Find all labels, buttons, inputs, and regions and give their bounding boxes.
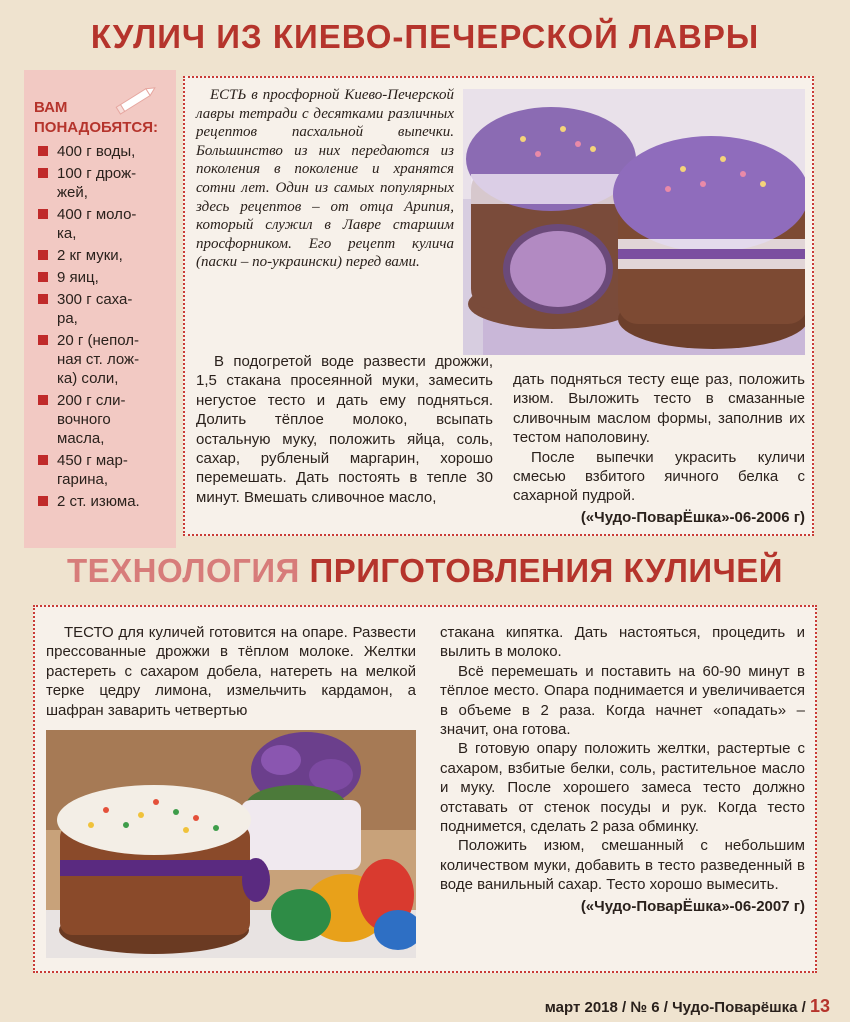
- ingredients-list: [24, 142, 176, 511]
- article1-column1: [196, 352, 493, 507]
- article2-paragraph: Положить изюм, смешанный с небольшим количеством муки, добавить в тесто разведенный в воде ванильный сахар. Тесто хорошо вымесить.: [440, 837, 805, 894]
- ingredient-item: 400 г воды,: [38, 142, 170, 161]
- article2-paragraph: В готовую опару положить желтки, растертые с сахаром, взбитые белки, соль, растительное масло и муку. После хорошего замеса тесто должно отставать от стенок посуды и рук. Когда тесто поднимется, сделать 2 раза обминку.: [440, 740, 805, 836]
- technology-title: [0, 552, 850, 590]
- article1-paragraph: В подогретой воде развести дрожжи, 1,5 стакана просеянной муки, замесить негустое тесто и дать ему подняться. Долить тёплое молоко, всыпать остальную муку, положить яйца, соль, сахар, рубленый маргарин, хорошо перемешать. Дать постоять в тепле 30 минут. Вмешать сливочное масло,: [196, 353, 493, 506]
- ingredient-item: 2 ст. изюма.: [38, 492, 170, 511]
- ingredient-item: 450 г мар- гарина,: [38, 451, 170, 489]
- ingredient-item: 100 г дрож- жей,: [38, 164, 170, 202]
- intro-paragraph: ЕСТЬ в просфорной Киево-Печерской лавры тетради с десятками различных рецептов пасхальной выпечки. Большинство из них передаются из поколения в поколение и хранятся сотни лет. Один из самых популярных здесь рецептов – от отца Арипия, который служил в Лавре старшим просфорником. Его рецепт кулича (паски – по-украински) перед вами.: [196, 87, 454, 271]
- footer-text: март 2018 / № 6 / Чудо-Поварёшка /: [544, 999, 806, 1016]
- article2-source: («Чудо-ПоварЁшка»-06-2007 г): [580, 897, 805, 915]
- article1-column2: [513, 370, 805, 527]
- kulich-photo: [463, 89, 805, 355]
- technology-title-part2: ПРИГОТОВЛЕНИЯ КУЛИЧЕЙ: [309, 552, 784, 589]
- page-footer: [545, 996, 830, 1017]
- kulich-eggs-photo: [46, 730, 416, 958]
- page-number: 13: [809, 996, 830, 1016]
- article1-source: («Чудо-ПоварЁшка»-06-2006 г): [580, 508, 805, 526]
- article1-intro: [196, 86, 454, 272]
- recipe-title: КУЛИЧ ИЗ КИЕВО-ПЕЧЕРСКОЙ ЛАВРЫ: [90, 18, 760, 55]
- ingredient-item: 400 г моло- ка,: [38, 205, 170, 243]
- ingredient-item: 200 г сли- вочного масла,: [38, 391, 170, 448]
- technology-title-part1: ТЕХНОЛОГИЯ: [66, 552, 300, 589]
- ingredient-item: 9 яиц,: [38, 268, 170, 287]
- pencil-icon: [112, 82, 162, 116]
- article1-paragraph: После выпечки украсить куличи смесью взбитого яичного белка с сахарной пудрой.: [513, 448, 805, 505]
- article1-paragraph: дать подняться тесту еще раз, положить изюм. Выложить тесто в смазанные сливочным маслом формы, заполнив их тестом наполовину.: [513, 371, 805, 447]
- article2-paragraph: ТЕСТО для куличей готовится на опаре. Развести прессованные дрожжи в тёплом молоке. Желтки растереть с сахаром добела, натереть на мелкой терке цедру лимона, измельчить кардамон, а шафран заварить четвертью: [46, 624, 416, 719]
- ingredients-heading: ВАМ ПОНАДОБЯТСЯ:: [34, 99, 158, 136]
- article2-column1: [46, 623, 416, 720]
- ingredient-item: 2 кг муки,: [38, 246, 170, 265]
- ingredients-sidebar: [24, 70, 176, 548]
- ingredient-item: 300 г саха- ра,: [38, 290, 170, 328]
- article2-paragraph: стакана кипятка. Дать настояться, процедить и вылить в молоко.: [440, 624, 805, 661]
- article2-column2: [440, 623, 805, 916]
- article2-paragraph: Всё перемешать и поставить на 60-90 минут в тёплое место. Опара поднимается и увеличивается в объеме в 2 раза. Когда начнет «опадать» – значит, она готова.: [440, 662, 805, 739]
- ingredient-item: 20 г (непол- ная ст. лож- ка) соли,: [38, 331, 170, 388]
